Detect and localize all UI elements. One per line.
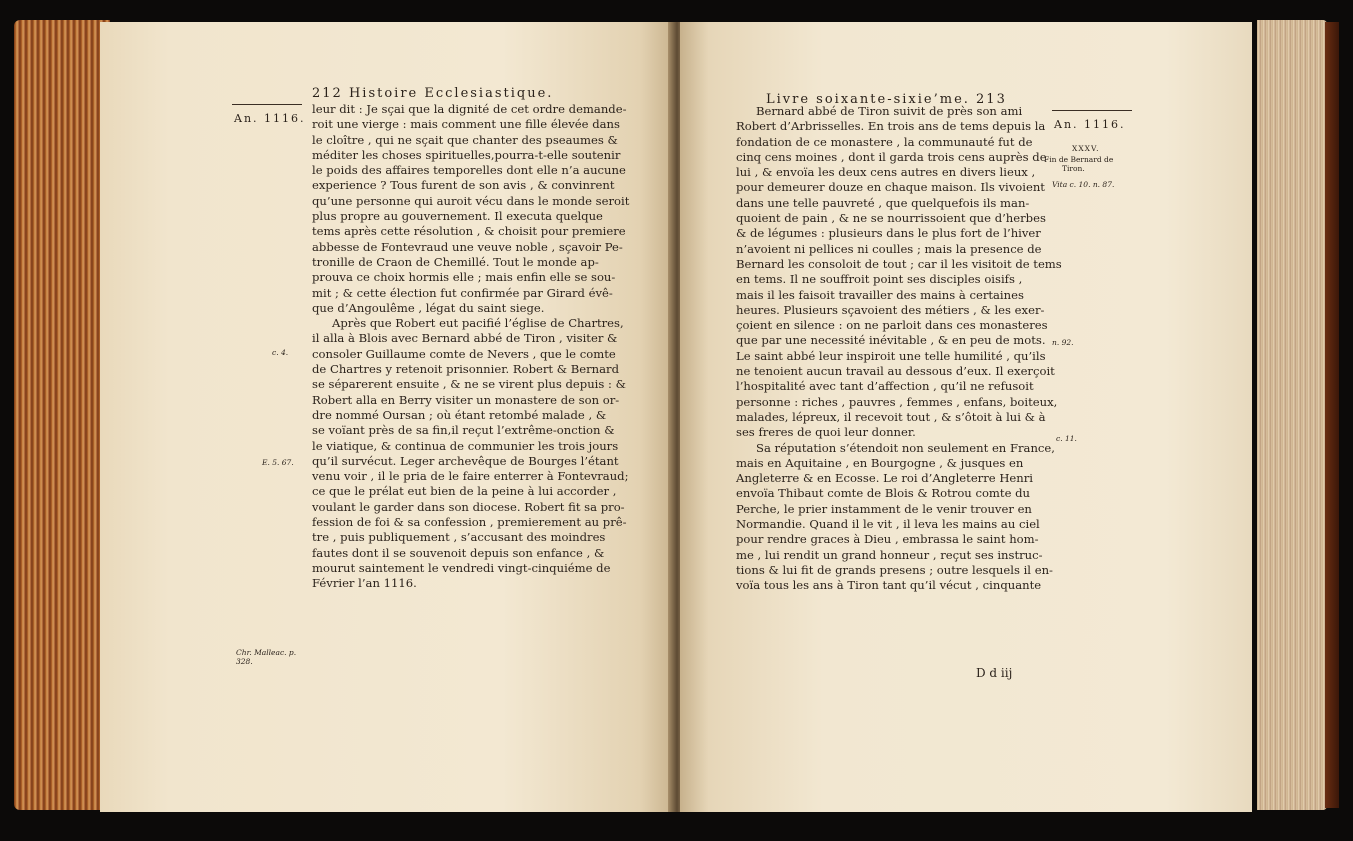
text-line: il alla à Blois avec Bernard abbé de Tiron , visiter &	[312, 331, 618, 346]
text-line: ce que le prélat eut bien de la peine à lui accorder ,	[312, 484, 617, 499]
text-line: le cloître , qui ne sçait que chanter des pseaumes &	[312, 132, 618, 147]
text-line: voïa tous les ans à Tiron tant qu’il vécut , cinquante	[736, 578, 1042, 593]
right-fore-edge	[1257, 20, 1327, 810]
text-line: Perche, le prier instamment de le venir trouver en	[736, 501, 1032, 516]
text-line: tems après cette résolution , & choisit pour premiere	[312, 224, 626, 239]
text-line: en tems. Il ne souffroit point ses disciples oisifs ,	[736, 272, 1023, 287]
right-signature-mark: D d iij	[976, 666, 1013, 680]
text-line: qu’il survécut. Leger archevêque de Bourges l’étant	[312, 453, 619, 468]
text-line: fondation de ce monastere , la communauté fut de	[736, 134, 1033, 149]
text-line: Robert d’Arbrisselles. En trois ans de tems depuis la	[736, 119, 1046, 134]
left-year-note: An. 1116.	[234, 112, 306, 125]
text-line: méditer les choses spirituelles,pourra-t-elle soutenir	[312, 147, 621, 162]
text-line: heures. Plusieurs sçavoient des métiers , & les exer-	[736, 302, 1045, 317]
text-line: mit ; & cette élection fut confirmée par Girard évê-	[312, 285, 613, 300]
text-line: Après que Robert eut pacifié l’église de Chartres,	[332, 316, 624, 331]
right-year-rule	[1052, 110, 1132, 111]
text-line: que d’Angoulême , légat du saint siege.	[312, 300, 545, 315]
right-body-text	[736, 104, 1062, 594]
right-margin-note-2: n. 92.	[1052, 338, 1074, 347]
text-line: quoient de pain , & ne se nourrissoient que d’herbes	[736, 211, 1046, 226]
right-cover	[1325, 22, 1339, 808]
text-line: prouva ce choix hormis elle ; mais enfin elle se sou-	[312, 270, 616, 285]
left-margin-note-3: Chr. Malleac. p. 328.	[236, 648, 297, 666]
text-line: pour demeurer douze en chaque maison. Ils vivoient	[736, 180, 1045, 195]
right-running-header: Livre soixante-sixie’me. 213	[766, 92, 1007, 107]
text-line: tronille de Craon de Chemillé. Tout le monde ap-	[312, 254, 599, 269]
text-line: ne tenoient aucun travail au dessous d’eux. Il exerçoit	[736, 364, 1055, 379]
text-line: Février l’an 1116.	[312, 576, 417, 591]
text-line: voulant le garder dans son diocese. Robert fit sa pro-	[312, 499, 625, 514]
text-line: leur dit : Je sçai que la dignité de cet ordre demande-	[312, 102, 627, 116]
right-margin-note-1: Vita c. 10. n. 87.	[1052, 180, 1115, 189]
text-line: & de légumes : plusieurs dans le plus fort de l’hiver	[736, 226, 1041, 241]
left-year-rule	[232, 104, 302, 105]
text-line: l’hospitalité avec tant d’affection , qu’il ne refusoit	[736, 379, 1034, 394]
text-line: roit une vierge : mais comment une fille élevée dans	[312, 117, 620, 132]
text-line: cinq cens moines , dont il garda trois cens auprès de	[736, 149, 1047, 164]
text-line: pour rendre graces à Dieu , embrassa le saint hom-	[736, 532, 1039, 547]
left-body-text	[312, 102, 629, 592]
text-line: mourut saintement le vendredi vingt-cinquiéme de	[312, 560, 611, 575]
left-margin-note-1: c. 4.	[272, 348, 289, 357]
text-line: de Chartres y retenoit prisonnier. Robert & Bernard	[312, 362, 620, 377]
right-section-number: XXXV.	[1072, 144, 1100, 153]
text-line: dre nommé Oursan ; où étant retombé malade , &	[312, 407, 607, 422]
left-fore-edge	[14, 20, 110, 810]
right-section-title-1: Fin de Bernard de	[1044, 155, 1114, 164]
text-line: mais en Aquitaine , en Bourgogne , & jusques en	[736, 455, 1024, 470]
text-line: lui , & envoïa les deux cens autres en divers lieux ,	[736, 165, 1036, 180]
text-line: Normandie. Quand il le vit , il leva les mains au ciel	[736, 517, 1040, 532]
text-line: le poids des affaires temporelles dont elle n’a aucune	[312, 163, 626, 178]
text-line: Bernard abbé de Tiron suivit de près son ami	[756, 104, 1023, 118]
text-line: Bernard les consoloit de tout ; car il les visitoit de tems	[736, 256, 1062, 271]
right-page	[680, 22, 1252, 812]
text-line: personne : riches , pauvres , femmes , enfans, boiteux,	[736, 394, 1058, 409]
text-line: venu voir , il le pria de le faire enterrer à Fontevraud;	[312, 469, 629, 484]
text-line: n’avoient ni pellices ni coulles ; mais la presence de	[736, 241, 1042, 256]
text-line: Le saint abbé leur inspiroit une telle humilité , qu’ils	[736, 348, 1046, 363]
text-line: ses freres de quoi leur donner.	[736, 425, 916, 440]
text-line: experience ? Tous furent de son avis , & convinrent	[312, 178, 615, 193]
text-line: que par une necessité inévitable , & en peu de mots.	[736, 333, 1046, 348]
text-line: le viatique, & continua de communier les trois jours	[312, 438, 619, 453]
text-line: consoler Guillaume comte de Nevers , que le comte	[312, 346, 616, 361]
text-line: fession de foi & sa confession , premierement au prê-	[312, 515, 627, 530]
text-line: tre , puis publiquement , s’accusant des moindres	[312, 530, 606, 545]
text-line: mais il les faisoit travailler des mains à certaines	[736, 287, 1024, 302]
text-line: çoient en silence : on ne parloit dans ces monasteres	[736, 318, 1048, 333]
right-margin-note-3: c. 11.	[1056, 434, 1077, 443]
text-line: me , lui rendit un grand honneur , reçut ses instruc-	[736, 547, 1043, 562]
text-line: Robert alla en Berry visiter un monastere de son or-	[312, 392, 620, 407]
text-line: se séparerent ensuite , & ne se virent plus depuis : &	[312, 377, 626, 392]
text-line: qu’une personne qui auroit vécu dans le monde seroit	[312, 193, 630, 208]
text-line: Sa réputation s’étendoit non seulement en France,	[756, 440, 1055, 455]
text-line: tions & lui fit de grands presens ; outre lesquels il en-	[736, 562, 1053, 577]
left-running-header: 212 Histoire Ecclesiastique.	[312, 86, 554, 101]
text-line: plus propre au gouvernement. Il executa quelque	[312, 209, 603, 224]
text-line: se voïant près de sa fin,il reçut l’extrême-onction &	[312, 423, 615, 438]
text-line: dans une telle pauvreté , que quelquefois ils man-	[736, 195, 1030, 210]
left-page	[100, 22, 674, 812]
right-section-title-2: Tiron.	[1062, 164, 1085, 173]
right-year-note: An. 1116.	[1054, 118, 1126, 131]
text-line: Angleterre & en Ecosse. Le roi d’Angleterre Henri	[736, 471, 1034, 486]
text-line: abbesse de Fontevraud une veuve noble , sçavoir Pe-	[312, 239, 623, 254]
text-line: fautes dont il se souvenoit depuis son enfance , &	[312, 545, 605, 560]
text-line: envoïa Thibaut comte de Blois & Rotrou comte du	[736, 486, 1031, 501]
left-margin-note-2: E. 5. 67.	[262, 458, 294, 467]
text-line: malades, lépreux, il recevoit tout , & s’ôtoit à lui & à	[736, 409, 1046, 424]
